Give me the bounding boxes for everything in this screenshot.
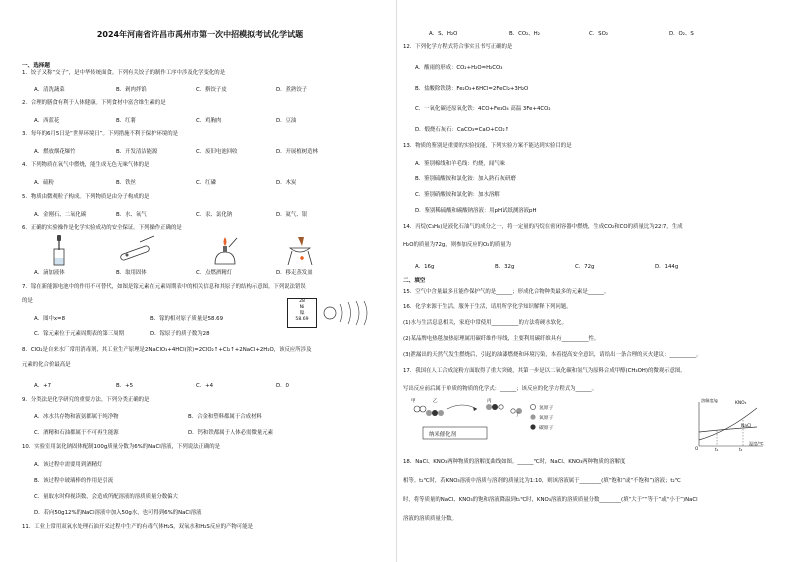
option: A．16g <box>415 264 435 270</box>
option: B．剁肉拌馅 <box>116 87 147 93</box>
catalyst-label: 纳米催化剂 <box>429 432 456 438</box>
option: D．豆油 <box>276 118 297 124</box>
question-stem: 1．饺子又称“交子”，是中华传统面食。下列有关饺子的制作工序中涉及化学变化的是 <box>22 70 226 76</box>
test-tube-illustration <box>118 234 158 266</box>
molecule-label-b: 乙 <box>433 399 438 404</box>
option: A．滴加液体 <box>34 270 65 276</box>
option: B．鉴别硫酸铵和氯化铵：加入熟石灰研磨 <box>415 176 516 182</box>
chart-t2: t₂ <box>739 447 743 452</box>
option: C．SO₂ <box>589 31 608 37</box>
option: B．CO₂、H₂ <box>509 31 540 37</box>
option: A．S、H₂O <box>429 31 458 37</box>
sub-question: (3)泄漏出的天然气发生燃烧后，引起的油漆燃烧和环境污染，本着提高安全意识，请给出一条合理的灭火建议：__________。 <box>403 352 702 358</box>
option: A．清洗蔬菜 <box>34 87 65 93</box>
option: D．144g <box>655 264 679 270</box>
question-stem-cont: 溶液的溶质质量分数。 <box>403 516 457 522</box>
question-stem-cont: 元素的化合价最高是 <box>22 362 71 368</box>
question-stem-cont: 相等。t₂℃时，若KNO₃溶液中溶质与溶剂的质量比为1:10，则该溶液属于________(填“饱和”或“不饱和”)溶液；t₂℃ <box>403 478 681 484</box>
option: B．取用固体 <box>116 270 147 276</box>
element-tile <box>287 298 317 328</box>
chart-t1: t₁ <box>715 447 719 452</box>
left-column <box>0 0 395 562</box>
question-stem: 18．NaCl、KNO₃两种物质的溶解度曲线如图。______℃时，NaCl、KNO₃两种物质的溶解度 <box>403 459 626 465</box>
option: D．O₂、S <box>669 31 694 37</box>
option: B．盐酸除铁锈：Fe₂O₃+6HCl=2FeCl₂+3H₂O <box>415 86 529 92</box>
option: B．该过程中玻璃棒的作用是引流 <box>34 478 114 484</box>
question-stem: 7．镓在新能源电池中的作用不可替代，如图是镓元素在元素周期表中的相关信息和其原子的结构示意图。下列说法错误 <box>22 284 306 290</box>
option: D．开展植树造林 <box>276 149 318 155</box>
option: B．32g <box>495 264 515 270</box>
option: D．0 <box>276 383 289 389</box>
option: C．鉴别硝酸铵和氯化钠：加水溶解 <box>415 192 500 198</box>
option: D．鉴别稀硫酸和碳酸钠溶液：用pH试纸测溶液pH <box>415 208 537 214</box>
option: A．燃放烟花爆竹 <box>34 149 76 155</box>
legend-oxygen: 氧原子 <box>539 416 554 421</box>
option: C．+4 <box>196 383 214 389</box>
question-stem: 13．物质的鉴别是重要的实验技能，下列实验方案不能达到实验目的是 <box>403 143 572 149</box>
option: B．镓的相对原子质量是58.69 <box>150 316 224 322</box>
option: A．该过程中需要用到酒精灯 <box>34 462 103 468</box>
question-stem: 14．丙烷(C₃H₈)是液化石油气的成分之一，将一定量的丙烷在密闭容器中燃烧，生成CO₂和CO的质量比为22∶7，生成 <box>403 224 683 230</box>
element-symbol: Ni <box>299 305 305 310</box>
option: A．鉴别棉线和羊毛线：灼烧，闻气味 <box>415 161 505 167</box>
option: B．水、氧气 <box>116 212 147 218</box>
option: D．木炭 <box>276 180 297 186</box>
question-stem: 15．空气中含量最多且能作保护气的是______；形成化合物种类最多的元素是______。 <box>403 289 610 295</box>
section-heading: 二、填空 <box>403 278 426 284</box>
atomic-number: 28 <box>299 299 305 304</box>
chart-kno3-label: KNO₃ <box>735 401 747 406</box>
option: C．鸡胸肉 <box>196 118 222 124</box>
atomic-structure-diagram <box>320 298 372 328</box>
option: C．一氧化碳还原氧化铁：4CO+Fe₃O₄ 高温 3Fe+4CO₂ <box>415 106 551 112</box>
question-stem: 2．合理的膳食有利于人体健康。下列食材中富含维生素的是 <box>22 100 166 106</box>
question-stem: 11．工业上常用双氧水处理石油开采过程中生产的有毒气体H₂S，双氧水和H₂S反应的产物可能是 <box>22 524 253 530</box>
atomic-mass: 58.69 <box>295 317 309 322</box>
question-stem-cont: 时，将等质量的NaCl、KNO₃的饱和溶液降温到t₁℃时，KNO₃溶液的溶质质量分数________(填“大于”“等于”或“小于”)NaCl <box>403 497 698 503</box>
section-heading: 一、选择题 <box>22 63 50 69</box>
option: A．图中x=8 <box>34 316 65 322</box>
legend-hydrogen: 氢原子 <box>539 406 554 411</box>
option: B．红薯 <box>116 118 136 124</box>
chart-y-label: 溶解度/g <box>701 398 718 403</box>
page-title: 2024年河南省许昌市禹州市第一次中招模拟考试化学试题 <box>96 30 304 39</box>
option: D．钙和铁都属于人体必需微量元素 <box>188 430 274 436</box>
option: C．72g <box>575 264 595 270</box>
option: C．点燃酒精灯 <box>196 270 233 276</box>
sub-question: (1)水与生活息息相关，家庭中常使用__________的方法将硬水软化。 <box>403 320 567 326</box>
question-stem: 4．下列物质在氧气中燃烧，能生成无色无味气体的是 <box>22 162 150 168</box>
question-stem: 6．正确的实验操作是化学实验成功的安全保证。下列操作正确的是 <box>22 225 182 231</box>
evaporating-dish-illustration <box>282 234 318 266</box>
option: C．镓元素位于元素周期表的第三周期 <box>34 331 125 337</box>
question-stem: 5．物质由微观粒子构成。下列物质是由分子构成的是 <box>22 194 150 200</box>
option: C．擀饺子皮 <box>196 87 227 93</box>
question-stem: 3．每年的6月5日是“世界环境日”。下列措施不利于保护环境的是 <box>22 131 179 137</box>
question-stem: 16．化学来源于生活，服务于生活，请用所学化学知识解释下列问题。 <box>403 304 572 310</box>
option: C．酒精和石油都属于不可再生能源 <box>34 430 119 436</box>
option: A．酸雨的形成：CO₂+H₂O=H₂CO₃ <box>415 65 503 71</box>
option: D．煮熟饺子 <box>276 87 308 93</box>
option: D．若向50g12%的NaCl溶液中加入50g水，也可得到6%的NaCl溶液 <box>34 510 202 516</box>
option: B．铁丝 <box>116 180 136 186</box>
chart-origin: O <box>695 446 699 451</box>
option: D．氦气、银 <box>276 212 308 218</box>
dropper-illustration <box>46 234 72 266</box>
option: D．煅烧石灰石：CaCO₃=CaO+CO₂↑ <box>415 127 510 133</box>
option: B．开发清洁能源 <box>116 149 158 155</box>
option: A．西蓝花 <box>34 118 60 124</box>
question-stem: 10．实验室用氯化钠固体配制100g质量分数为6%的NaCl溶液，下列说法正确的是 <box>22 444 221 450</box>
molecule-label-d: 丁 <box>515 413 520 418</box>
question-stem-cont: 写出反应前后属于单质的物质的化学式：______；该反应的化学方程式为______。 <box>403 386 598 392</box>
question-stem-cont: 的是 <box>22 298 33 304</box>
question-stem: 8．ClO₂是自来水厂常用消毒剂，其工业生产原理是2NaClO₃+4HCl(浓)=2ClO₂↑+Cl₂↑+2NaCl+2H₂O，该反应所涉及 <box>22 347 312 353</box>
option: B．+5 <box>116 383 134 389</box>
question-stem: 9．分类法是化学研究的重要方法。下列分类正确的是 <box>22 397 150 403</box>
sub-question: (2)某品牌电热毯加热原理属用碳纤维作导线，主要利用碳纤维具有__________性。 <box>403 336 600 342</box>
element-name: 镍 <box>299 311 305 316</box>
option: B．合金和塑料都属于合成材料 <box>188 414 262 420</box>
option: D．镓原子的质子数为28 <box>150 331 210 337</box>
option: C．红磷 <box>196 180 216 186</box>
question-stem: 17．我国在人工合成淀粉方面取得了重大突破，其第一步是以二氧化碳和氢气为原料合成甲醇(CH₃OH)的微观示意图。 <box>403 368 686 374</box>
chart-nacl-label: NaCl <box>741 424 752 429</box>
option: A．冰水共存物和液氨都属于纯净物 <box>34 414 119 420</box>
option: A．金刚石、二氧化碳 <box>34 212 87 218</box>
legend-carbon: 碳原子 <box>539 426 554 431</box>
option: C．废旧电池回收 <box>196 149 238 155</box>
option: A．硫粉 <box>34 180 54 186</box>
option: C．量取水时仰视读数，会造成所配溶液的溶质质量分数偏大 <box>34 494 178 500</box>
column-divider <box>396 0 397 562</box>
option: D．移走蒸发皿 <box>276 270 313 276</box>
molecule-label-a: 甲 <box>411 399 416 404</box>
question-stem: 12．下列化学方程式符合事实且书写正确的是 <box>403 44 513 50</box>
right-column <box>399 0 794 562</box>
molecule-label-c: 丙 <box>487 399 492 404</box>
option: A．+7 <box>34 383 52 389</box>
question-stem-cont: H₂O的质量为72g，则参加反应的O₂的质量为 <box>403 242 512 248</box>
reaction-micro-diagram <box>407 399 597 445</box>
chart-x-label: 温度/℃ <box>749 441 764 446</box>
alcohol-lamp-illustration <box>205 234 245 266</box>
option: C．汞、氯化钠 <box>196 212 233 218</box>
